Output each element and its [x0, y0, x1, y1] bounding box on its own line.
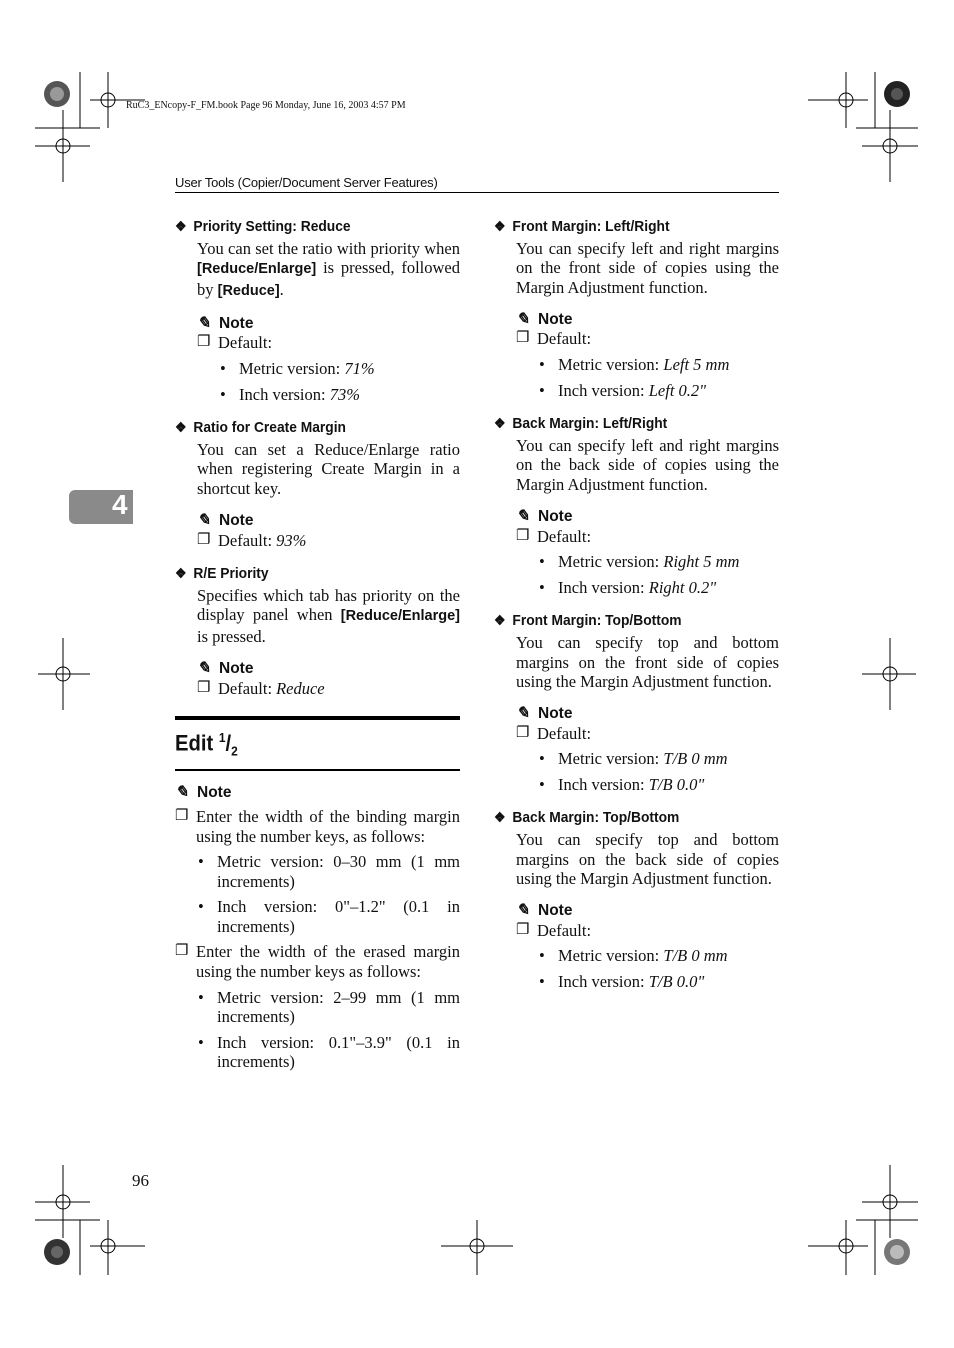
chapter-number: 4	[112, 489, 128, 520]
bullet-value: Right 0.2"	[648, 577, 717, 597]
pencil-icon: ✎	[175, 784, 189, 802]
default-label: Default:	[218, 678, 273, 698]
bullet-value: T/B 0 mm	[663, 749, 728, 769]
page-number: 96	[132, 1171, 149, 1190]
checkbox-icon: ❐	[516, 330, 530, 347]
item-back-margin-left-right	[494, 414, 779, 597]
item-priority-setting-reduce	[175, 217, 460, 404]
item-re-priority	[175, 564, 460, 698]
list-item	[218, 385, 460, 405]
default-label: Default:	[537, 329, 592, 349]
note-label: Note	[538, 704, 573, 722]
header-rule	[175, 192, 779, 193]
list-item: • Metric version: 2–99 mm (1 mm increments)	[196, 988, 460, 1027]
body-text: You can set the ratio with priority when	[197, 238, 460, 258]
bullet-list	[196, 988, 460, 1072]
bullet-value: T/B 0.0"	[648, 972, 705, 992]
item-body: You can specify top and bottom margins on the front side of copies using the Margin Adjustment function.	[516, 632, 779, 692]
diamond-icon: ❖	[494, 612, 506, 629]
note-label: Note	[219, 659, 254, 677]
item-title: Ratio for Create Margin	[193, 419, 346, 437]
left-column	[175, 217, 460, 1078]
item-title: Front Margin: Left/Right	[512, 218, 670, 235]
item-title: Back Margin: Left/Right	[512, 415, 668, 433]
pencil-icon: ✎	[516, 902, 530, 920]
diamond-icon: ❖	[175, 419, 187, 436]
bullet-label: Inch version:	[558, 774, 649, 794]
bullet-label: Inch version:	[558, 380, 649, 400]
checkbox-icon: ❐	[516, 527, 530, 544]
list-item	[537, 355, 779, 375]
checkbox-icon: ❐	[175, 943, 189, 960]
bullet-list	[218, 359, 460, 404]
checkbox-icon: ❐	[197, 531, 211, 548]
list-item: • Metric version: 0–30 mm (1 mm increments)	[196, 852, 460, 891]
check-text: Enter the width of the binding margin using the number keys, as follows:	[196, 806, 460, 846]
item-front-margin-top-bottom	[494, 611, 779, 794]
bullet-list	[196, 852, 460, 936]
item-body	[197, 239, 460, 302]
pencil-icon: ✎	[516, 310, 530, 328]
bullet-label: Metric version:	[558, 354, 664, 374]
default-label: Default:	[537, 920, 592, 940]
list-item	[537, 946, 779, 966]
body-text: is pressed, followed by	[197, 258, 460, 299]
bullet-value: T/B 0.0"	[648, 774, 705, 794]
pencil-icon: ✎	[197, 659, 211, 677]
list-item	[537, 972, 779, 992]
bullet-value: 71%	[344, 358, 375, 378]
pencil-icon: ✎	[516, 507, 530, 525]
default-label: Default:	[218, 333, 273, 353]
bullet-label: Metric version:	[558, 946, 664, 966]
diamond-icon: ❖	[494, 415, 506, 432]
default-label: Default:	[218, 530, 273, 550]
key-label: [Reduce/Enlarge]	[197, 261, 317, 278]
list-item	[537, 775, 779, 795]
fraction-separator: /	[225, 730, 232, 756]
running-head: User Tools (Copier/Document Server Features)	[175, 175, 438, 190]
checkbox-icon: ❐	[175, 807, 189, 824]
item-body: You can set a Reduce/Enlarge ratio when registering Create Margin in a shortcut key.	[197, 439, 460, 498]
item-title: Priority Setting: Reduce	[193, 218, 351, 235]
default-value: 93%	[276, 530, 307, 550]
item-title: R/E Priority	[193, 565, 269, 583]
note-label: Note	[197, 784, 232, 802]
section-title-text: Edit	[175, 730, 219, 756]
default-label: Default:	[537, 526, 592, 546]
bullet-list	[537, 749, 779, 794]
bullet-label: Metric version:	[558, 749, 664, 769]
item-back-margin-top-bottom	[494, 808, 779, 991]
pencil-icon: ✎	[197, 314, 211, 332]
list-item	[537, 381, 779, 401]
checkbox-icon: ❐	[197, 679, 211, 696]
diamond-icon: ❖	[494, 218, 506, 234]
item-title: Back Margin: Top/Bottom	[512, 809, 680, 827]
diamond-icon: ❖	[494, 809, 506, 826]
right-column	[494, 217, 779, 1006]
key-label: [Reduce/Enlarge]	[340, 608, 460, 625]
item-body	[197, 586, 460, 647]
section-title	[175, 720, 437, 769]
diamond-icon: ❖	[175, 218, 187, 234]
item-body: You can specify left and right margins on the front side of copies using the Margin Adjustment function.	[516, 238, 779, 297]
note-label: Note	[538, 310, 573, 328]
note-check-item	[175, 807, 460, 846]
fraction-numerator: 1	[218, 730, 226, 746]
list-item: • Inch version: 0.1"–3.9" (0.1 in increments)	[196, 1033, 460, 1072]
note-label: Note	[538, 902, 573, 920]
body-text: Specifies which tab has priority on the display panel when	[197, 585, 460, 625]
bullet-value: T/B 0 mm	[663, 946, 728, 966]
list-item: • Inch version: 0"–1.2" (0.1 in increments)	[196, 897, 460, 936]
item-front-margin-left-right	[494, 217, 779, 400]
checkbox-icon: ❐	[197, 334, 211, 351]
body-text: .	[279, 279, 284, 299]
bullet-label: Inch version:	[558, 577, 649, 597]
key-label: [Reduce]	[217, 282, 280, 299]
section-rule-bottom	[175, 769, 460, 771]
bullet-value: Left 0.2"	[648, 380, 707, 400]
diamond-icon: ❖	[175, 565, 187, 582]
item-ratio-create-margin	[175, 418, 460, 550]
bullet-value: Left 5 mm	[663, 354, 730, 374]
checkbox-icon: ❐	[516, 724, 530, 741]
item-body: You can specify top and bottom margins on the back side of copies using the Margin Adjustment function.	[516, 830, 779, 889]
bullet-list	[537, 355, 779, 400]
list-item	[537, 749, 779, 769]
note-check-item	[175, 942, 460, 981]
note-label: Note	[538, 507, 573, 525]
bullet-label: Metric version:	[558, 552, 664, 572]
checkbox-icon: ❐	[516, 921, 530, 938]
note-label: Note	[219, 511, 254, 529]
default-label: Default:	[537, 723, 592, 743]
bullet-list	[537, 552, 779, 597]
list-item	[537, 552, 779, 572]
item-body: You can specify left and right margins on the back side of copies using the Margin Adjustment function.	[516, 435, 779, 494]
body-text: is pressed.	[197, 626, 266, 646]
list-item	[218, 359, 460, 379]
default-value: Reduce	[276, 678, 325, 698]
bullet-value: Right 5 mm	[663, 552, 740, 572]
pencil-icon: ✎	[516, 704, 530, 722]
bullet-label: Metric version:	[239, 358, 345, 378]
bullet-value: 73%	[329, 384, 360, 404]
note-label: Note	[219, 314, 254, 332]
fraction-denominator: 2	[231, 743, 238, 759]
bullet-label: Inch version:	[239, 384, 330, 404]
pencil-icon: ✎	[197, 511, 211, 529]
book-info: RuC3_ENcopy-F_FM.book Page 96 Monday, June 16, 2003 4:57 PM	[126, 100, 406, 111]
list-item	[537, 578, 779, 598]
bullet-label: Inch version:	[558, 972, 649, 992]
item-title: Front Margin: Top/Bottom	[512, 612, 682, 630]
check-text: Enter the width of the erased margin using the number keys as follows:	[196, 942, 460, 982]
bullet-list	[537, 946, 779, 991]
